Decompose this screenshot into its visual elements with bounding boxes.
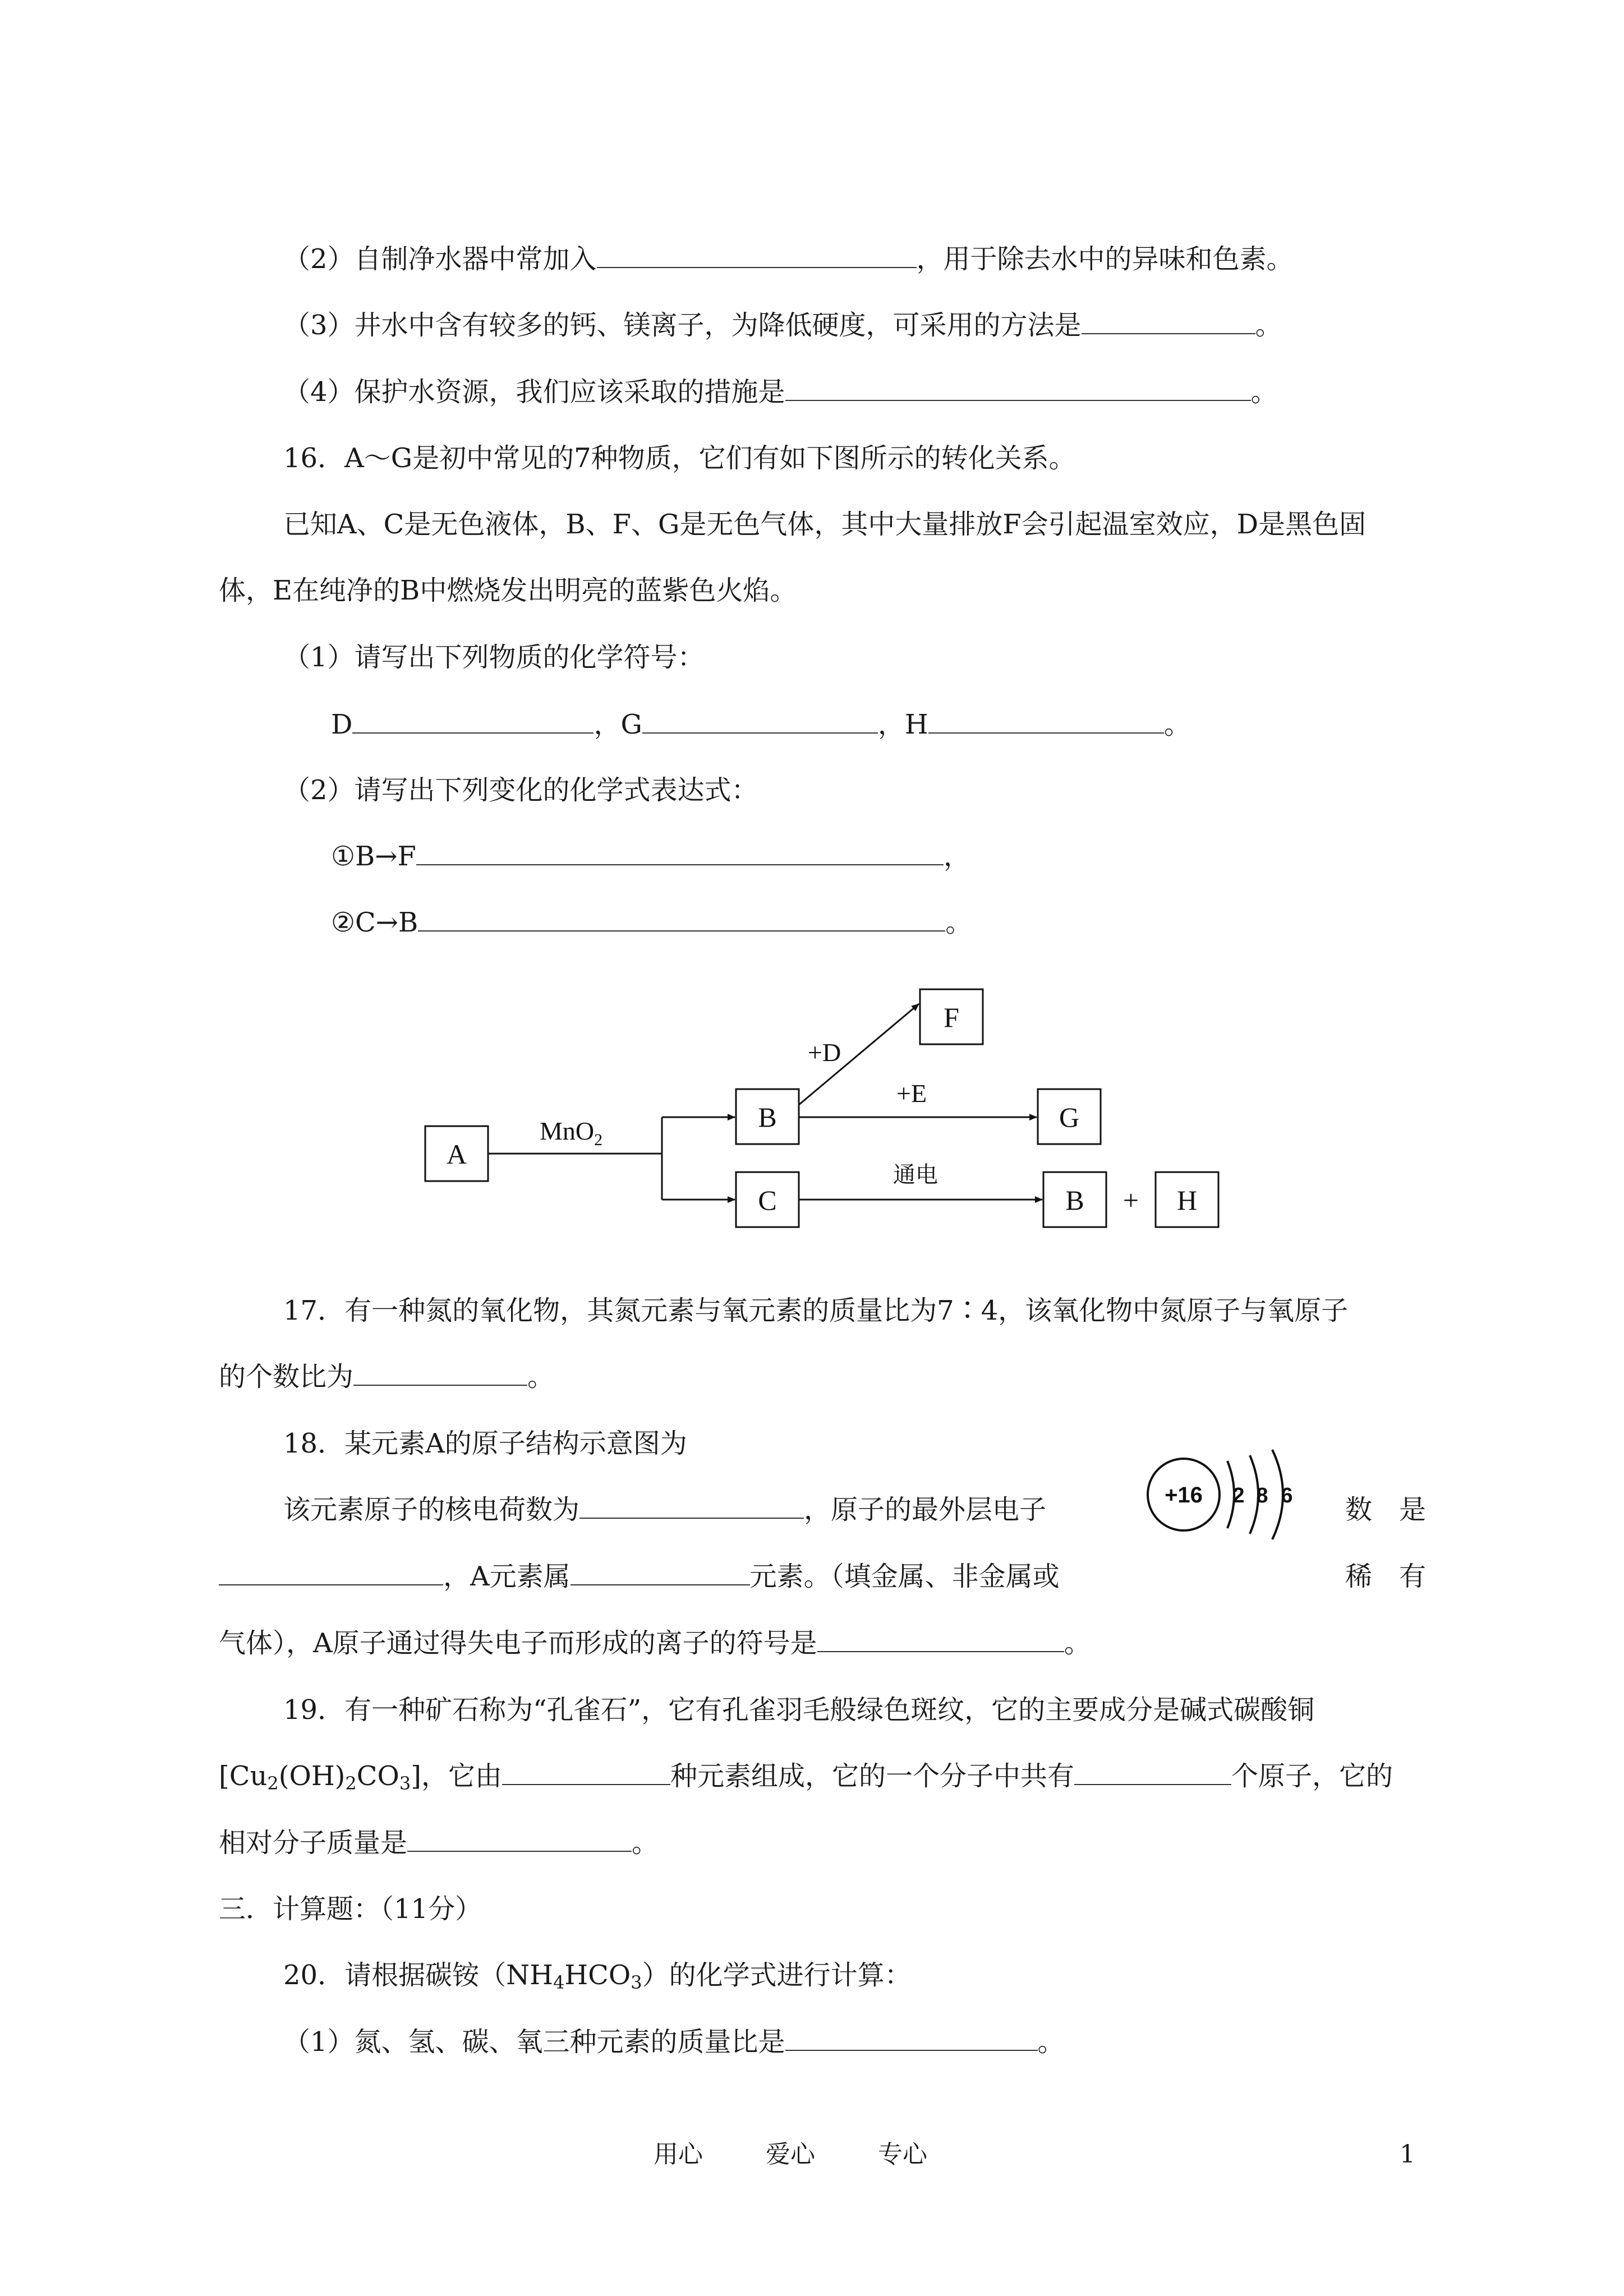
reagent-e-label: +E	[896, 1079, 927, 1108]
q16-part1: （1）请写出下列物质的化学符号：	[283, 642, 705, 673]
answer-blank[interactable]	[1082, 307, 1255, 334]
q20-line1: 20．请根据碳铵$(NH_4HCO_3)$的化学式进行计算：	[283, 1960, 912, 1993]
answer-blank[interactable]	[928, 707, 1164, 734]
q17-line1: 17．有一种氮的氧化物，其氮元素与氧元素的质量比为7∶4，该氧化物中氮原子与氧原子	[283, 1295, 1349, 1326]
nucleus-charge: +16	[1165, 1483, 1203, 1507]
q18-line2: 该元素原子的核电荷数为 ，原子的最外层电子	[283, 1492, 1046, 1528]
q18-line4: 气体），A原子通过得失电子而形成的离子的符号是 。	[219, 1625, 1091, 1661]
electrolysis-label: 通电	[893, 1162, 938, 1188]
answer-blank[interactable]	[579, 1492, 804, 1519]
answer-blank[interactable]	[642, 707, 878, 734]
answer-blank[interactable]	[353, 1359, 527, 1386]
reaction-diagram	[415, 970, 1240, 1234]
answer-blank[interactable]	[785, 2024, 1038, 2051]
answer-blank[interactable]	[418, 905, 945, 932]
q15-part4: （4）保护水资源，我们应该采取的措施是 。	[283, 374, 1278, 410]
answer-blank[interactable]	[1074, 1758, 1231, 1785]
atom-structure-diagram	[1139, 1433, 1324, 1556]
box-h-label: H	[1176, 1184, 1198, 1216]
q18-line1: 18．某元素A的原子结构示意图为	[283, 1428, 687, 1459]
q19-line3: 相对分子质量是 。	[219, 1825, 659, 1861]
q18-line3-tail: 稀 有	[1345, 1561, 1427, 1592]
answer-blank[interactable]	[817, 1625, 1064, 1652]
box-g-label: G	[1059, 1101, 1080, 1133]
footer-left: 用心	[654, 2140, 703, 2169]
q16-part2-a: ①B→F ，	[331, 838, 970, 874]
answer-blank[interactable]	[352, 707, 594, 734]
box-a-label: A	[446, 1138, 467, 1170]
box-b-label: B	[758, 1101, 777, 1133]
q15-part2: （2）自制净水器中常加入 ，用于除去水中的异味和色素。	[283, 241, 1294, 277]
q17-line2: 的个数比为 。	[219, 1359, 554, 1395]
q19-line1: 19．有一种矿石称为“孔雀石”，它有孔雀羽毛般绿色斑纹，它的主要成分是碱式碳酸铜	[283, 1694, 1315, 1726]
shell-2-electrons: 8	[1256, 1484, 1268, 1507]
q20-part1: （1）氮、氢、碳、氧三种元素的质量比是 。	[283, 2024, 1065, 2060]
answer-blank[interactable]	[502, 1758, 670, 1785]
q15-part3: （3）井水中含有较多的钙、镁离子，为降低硬度，可采用的方法是 。	[283, 307, 1282, 343]
answer-blank[interactable]	[416, 838, 944, 865]
answer-blank[interactable]	[597, 241, 917, 268]
section-3-heading: 三．计算题：（11分）	[219, 1893, 482, 1925]
shell-3-electrons: 6	[1281, 1484, 1293, 1507]
box-f-label: F	[944, 1002, 959, 1033]
q16-part2-b: ②C→B 。	[331, 905, 972, 940]
q18-line3: ，A元素属 元素。（填金属、非金属或	[219, 1559, 1060, 1594]
q18-line2-tail: 数 是	[1345, 1494, 1427, 1525]
reagent-d-label: +D	[808, 1038, 841, 1067]
shell-1-electrons: 2	[1232, 1484, 1245, 1507]
plus-sign: +	[1122, 1184, 1139, 1216]
box-b2-label: B	[1065, 1184, 1084, 1216]
q16-part2: （2）请写出下列变化的化学式表达式：	[283, 774, 758, 806]
answer-blank[interactable]	[785, 374, 1251, 401]
box-c-label: C	[758, 1184, 777, 1216]
q19-line2: $[Cu_2(OH)_2CO_3]$，它由 种元素组成，它的一个分子中共有 个原子，它的	[219, 1758, 1393, 1801]
answer-blank[interactable]	[219, 1559, 443, 1585]
catalyst-label: MnO$_2$	[540, 1117, 603, 1149]
q16-known-1: 已知A、C是无色液体，B、F、G是无色气体，其中大量排放F会引起温室效应，D是黑色固	[283, 509, 1367, 540]
q16-intro: 16．A～G是初中常见的7种物质，它们有如下图所示的转化关系。	[283, 442, 1076, 474]
q16-known-2: 体，E在纯净的B中燃烧发出明亮的蓝紫色火焰。	[219, 575, 797, 606]
page-number: 1	[1400, 2140, 1415, 2169]
answer-blank[interactable]	[571, 1559, 750, 1585]
q16-part1-blanks: D ，G ，H 。	[331, 707, 1191, 743]
footer-right: 专心	[878, 2140, 927, 2169]
answer-blank[interactable]	[407, 1825, 632, 1852]
footer-middle: 爱心	[766, 2140, 815, 2169]
